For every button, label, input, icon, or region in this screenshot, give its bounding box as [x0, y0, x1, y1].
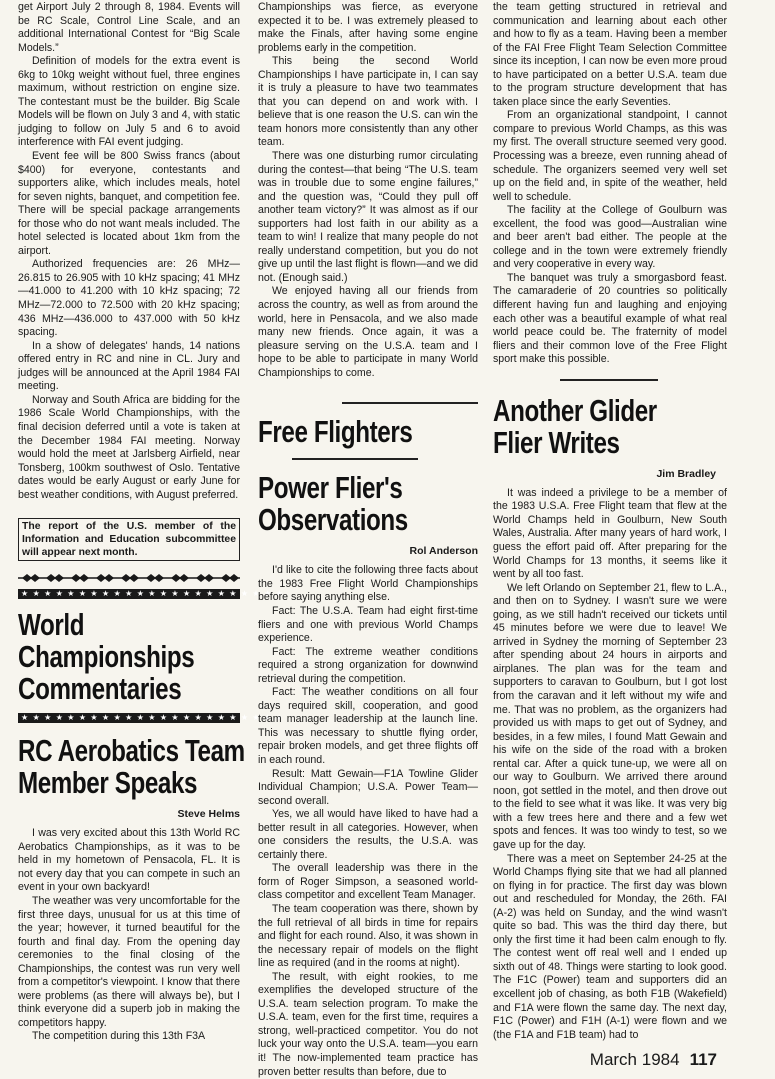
paragraph: Norway and South Africa are bidding for the 1986 Scale World Championships, with the final decision deferred until a vote is taken at the December 1984 FAI meeting. Norway would hold the meet at Jarlsberg Airfield, near Tonsberg, 100km southwest of Oslo. Tentative dates would be early August or early June for best weather conditions, with August preferred. — [18, 393, 240, 501]
section-title-line: Commentaries — [18, 671, 182, 707]
paragraph: From an organizational standpoint, I cannot compare to previous World Champs, as this was my first. The overall structure seemed very good. Processing was a breeze, even running ahead of schedule. The organizers seemed very well set up on the field and, in spite of the weather, held well to schedule. — [493, 109, 727, 203]
divider-rule — [292, 458, 418, 460]
author-byline: Jim Bradley — [656, 467, 716, 480]
page-number: 117 — [689, 1050, 717, 1070]
paragraph: The facility at the College of Goulburn was excellent, the food was good—Australian wine and beer aren't bad either. The people at the college and in the town were extremely friendly and very cooperative in every way. — [493, 204, 727, 271]
column1-top-text — [18, 1, 240, 502]
article-title — [493, 392, 676, 460]
paragraph: Fact: The extreme weather conditions required a strong organization for downwind retrieval during the competition. — [258, 645, 478, 685]
page-footer — [493, 1050, 727, 1070]
paragraph: There was a meet on September 24-25 at the World Champs flying site that we had all planned on flying in for practice. The first day was blown out and rescheduled for Monday, the 26th. FAI (A-2) was held on Sunday, and the wind wasn't quite so bad. This was the third day there, but only the first time it had been calm enough to fly. The contest went off real well and I ended up sixth out of 48. Things were starting to look good. The F1C (Power) team and supporters did an excellent job of chasing, as both F1B (Wakefield) and F1A were flown the same day. The next day, F1C (Power) and F1H (A-1) were flown and we (the F1A and F1B team) had to — [493, 852, 727, 1041]
paragraph: Fact: The weather conditions on all four days required skill, cooperation, and good team manager leadership at the launch line. This was necessary to shuttle flying order, repair broken models, and get three flights off in each round. — [258, 686, 478, 766]
article-title-line: RC Aerobatics Team — [18, 733, 245, 769]
column1-bottom-text — [18, 827, 240, 1044]
article-title-line: Power Flier's — [258, 470, 403, 506]
paragraph: We enjoyed having all our friends from across the country, as well as from around the world, here in Pensacola, and we also made many new friends. Once again, it was a pleasure serving on the U.S.A. team and I hope to be able to participate in many World Championships to come. — [258, 285, 478, 379]
column2-bottom-text — [258, 564, 478, 1079]
section-title — [18, 607, 195, 707]
section-title-line: World — [18, 607, 85, 643]
divider-rule — [342, 402, 478, 404]
column-3 — [493, 1, 727, 1070]
paragraph: get Airport July 2 through 8, 1984. Events will be RC Scale, Control Line Scale, and an additional International Contest for “Big Scale Models.” — [18, 1, 240, 54]
paragraph: Authorized frequencies are: 26 MHz—26.815 to 26.905 with 10 kHz spacing; 41 MHz—41.000 to 41.200 with 10 kHz spacing; 72 MHz—72.000 to 72.500 with 20 kHz spacing; 436 MHz—436.000 to 437.000 with 50 kHz spacing. — [18, 258, 240, 339]
paragraph: The weather was very uncomfortable for the first three days, unusual for us at this time of the year; however, it turned beautiful for the fourth and final day. From the opening day ceremonies to the final closing of the Championships, the contest was run very well from a competitor's viewpoint. I know that there were problems (as there will always be), but I think everyone did a superb job in making the competitors happy. — [18, 894, 240, 1029]
paragraph: Event fee will be 800 Swiss francs (about $400) for everyone, contestants and supporters alike, which includes meals, hotel for seven nights, banquet, and competition fee. There will be special package arrangements for those who do not want meals included. The hotel selected is located about 1km from the airport. — [18, 150, 240, 257]
paragraph: The team cooperation was there, shown by the full retrieval of all birds in time for repairs and flight for each round. Also, it was shown in the necessary repair of models on the flight line as required (and in the rooms at night). — [258, 902, 478, 970]
paragraph: Definition of models for the extra event is 6kg to 10kg weight without fuel, three engines maximum, without restriction on engine size. The contestant must be the builder. Big Scale Models will be flown on July 3 and 4, with static judging to follow on July 5 and 6 to avoid interference with FAI event judging. — [18, 55, 240, 149]
paragraph: The overall leadership was there in the form of Roger Simpson, a seasoned world-class competitor and excellent Team Manager. — [258, 862, 478, 902]
column-2 — [258, 1, 478, 1079]
paragraph: The competition during this 13th F3A — [32, 1030, 206, 1043]
diamond-divider — [18, 573, 240, 583]
article-title — [18, 733, 245, 801]
paragraph: I'd like to cite the following three facts about the 1983 Free Flight World Championships before saying anything else. — [258, 564, 478, 604]
article-title — [258, 472, 430, 536]
divider-rule — [560, 379, 658, 381]
article-title-line: Member Speaks — [18, 765, 198, 801]
paragraph: We left Orlando on September 21, flew to L.A., and then on to Sydney. I wasn't sure we were going, as we still hadn't received our tickets until 45 minutes before we were due to leave! We arrived in Sydney the morning of September 23 after spending about 24 hours in airports and airplanes. The plan was for the team and supporters to caravan to Goulburn, but I got lost from the caravan and it left without my wife and me. That was no problem, as the organizers had provided us with maps to get out of Sydney, and besides, in a few miles, I found Matt Gewain and his wife on the side of the road with a broken rental car. After a quick tune-up, we were all on our way to Goulburn. We arrived there around noon, got settled in the motel, and then drove out to the field to see what it was like. It was very big with a few trees here and there and a few wet spots and fences. It was too windy to test, so we gave up for the day. — [493, 581, 727, 851]
author-byline: Steve Helms — [177, 808, 240, 821]
paragraph: the team getting structured in retrieval and communication and learning about each other and how to fly as a team. Having been a member of the FAI Free Flight Team Selection Committee since its inception, I can now be even more proud to have participated on a better U.S.A. team due to the program structure development that has taken place since the early Seventies. — [493, 1, 727, 108]
star-divider: ★★★★★★★★★★★★★★★★★★★★★★★ — [18, 713, 240, 723]
note-box: The report of the U.S. member of the Information and Education subcommittee will appear next month. — [18, 518, 240, 561]
star-divider: ★★★★★★★★★★★★★★★★★★★★★★★ — [18, 589, 240, 599]
paragraph: The banquet was truly a smorgasbord feast. The camaraderie of 20 countries so politically different having fun and laughing and enjoying each other was a beautiful example of what real world peace could be. The fraternity of model fliers and their common love of the Free Flight sport make this possible. — [493, 271, 727, 366]
paragraph: Fact: The U.S.A. Team had eight first-time fliers and one with previous World Champs experience. — [258, 604, 478, 645]
section-title-line: Championships — [18, 639, 195, 675]
article-title-line: Another Glider — [493, 392, 657, 428]
paragraph: Yes, we all would have liked to have had a better result in all categories. However, when one considers the results, the U.S.A. was certainly there. — [258, 808, 478, 861]
article-title-line: Flier Writes — [493, 424, 620, 460]
section-title: Free Flighters — [258, 414, 413, 450]
column3-bottom-text — [493, 487, 727, 1042]
paragraph: In a show of delegates' hands, 14 nations offered entry in RC and nine in CL. Jury and judges will be announced at the April 1984 FAI meeting. — [18, 339, 240, 393]
paragraph: It was indeed a privilege to be a member of the 1983 U.S.A. Free Flight team that flew at the World Champs held in Goulburn, New South Wales, Australia. After many years of hard work, I guess the effort paid off. After preparing for the World Champs for 13 months, it seems like it went by all too fast. — [493, 486, 727, 581]
column2-top-text — [258, 1, 478, 380]
paragraph: The result, with eight rookies, to me exemplifies the developed structure of the U.S.A. team selection program. To make the U.S.A. team, even for the first time, requires a strong, well-practiced competitor. You do not luck your way onto the U.S.A. team—you earn it! The now-implemented team practice has proven better results than before, due to — [258, 970, 478, 1078]
paragraph: There was one disturbing rumor circulating during the contest—that being “The U.S. team was in trouble due to some engine failures,” and the question was, “Could they pull off another team victory?” It was almost as if our supporters had lost faith in our ability as a team to win! I realize that many people do not really understand competition, but you do not give up until the last flight is flown—and we did not. (Enough said.) — [258, 150, 478, 284]
issue-date: March 1984 — [589, 1050, 680, 1070]
paragraph: This being the second World Championships I have participate in, I can say it is truly a pleasure to have two teammates that you can depend on and work with. I believe that is one reason the U.S. can win the team honors more consistently than any other team. — [258, 55, 478, 149]
author-byline: Rol Anderson — [409, 545, 478, 558]
paragraph: Championships was fierce, as everyone expected it to be. I was extremely pleased to make the Finals, after having some engine problems early in the competition. — [258, 1, 478, 54]
column3-top-text — [493, 1, 727, 367]
paragraph: I was very excited about this 13th World RC Aerobatics Championships, as it was to be held in my hometown of Pensacola, FL. It is not every day that you can compete in such an event in your own backyard! — [18, 827, 240, 894]
paragraph: Result: Matt Gewain—F1A Towline Glider Individual Champion; U.S.A. Power Team—second overall. — [258, 767, 478, 807]
article-title-line: Observations — [258, 502, 408, 538]
column-1 — [18, 1, 288, 1044]
